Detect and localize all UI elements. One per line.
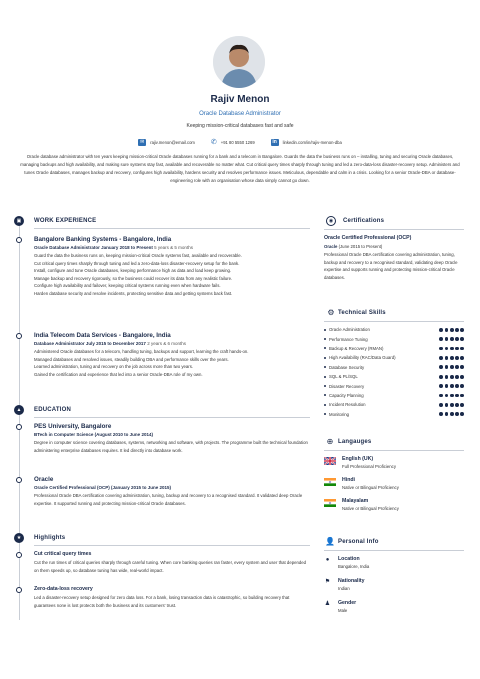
skill-rating (439, 384, 464, 388)
flag-icon: ⚑ (324, 579, 331, 585)
skill-rating (439, 365, 464, 369)
summary-paragraph: Oracle database administrator with ten years keeping mission-critical Oracle databases running for a bank and a telecom in Bangalore. Guards the data the business runs on – installing, tuning and securing Oracle databases, managing backups and high availability, and making sure systems stay fast, available and recoverable no matter what. Cut critical query times sharply through tuning and led a zero-data-loss disaster-recovery setup. Administers and tunes Oracle databases, manages backup and recovery, configures high availability, hardens security and resolves performance issues. Meticulous, dependable and calm in a crisis. Looking for a senior Oracle-DBA or database-engineering role with an organisation whose data simply cannot go down. (20, 154, 460, 184)
rating-dot (445, 356, 449, 360)
section-divider (324, 550, 464, 551)
description-line: Managed databases and resolved issues, steadily building DBA and performance skills over the years. (34, 356, 229, 362)
skill-label: Database Security (329, 364, 365, 370)
info-label: Gender (338, 600, 357, 606)
bullet-icon (324, 404, 326, 406)
experience-entry (34, 236, 310, 298)
skill-name (324, 384, 364, 389)
rating-dot (450, 375, 454, 379)
rating-dot (439, 394, 443, 398)
skill-row (324, 344, 464, 353)
rating-dot (455, 356, 459, 360)
skill-label: Monitoring (329, 411, 350, 417)
description-line: Configure high availability and failover, keeping critical systems running even when hardware fails. (34, 283, 221, 289)
language-level: Full Professional Proficiency (342, 464, 396, 469)
description-line: Gained the certification and experience that led into a senior Oracle-DBA role of my own. (34, 371, 203, 377)
education-entry (34, 476, 310, 507)
certification-text: Professional Oracle DBA certification covering administration, tuning, backup and recovery to a recognised standard, validating deep Oracle expertise and supports running and protecting mission-critical Oracle databases. (324, 252, 458, 280)
certification-issuer: Oracle (324, 244, 338, 249)
skill-name (324, 337, 368, 342)
timeline-dot (16, 237, 22, 243)
candidate-name: Rajiv Menon (210, 94, 270, 105)
phone-contact[interactable] (211, 138, 255, 146)
languages-list (324, 456, 464, 519)
bullet-icon (324, 347, 326, 349)
description-line: Cut critical query times sharply through tuning and led a zero-data-loss disaster-recovery setup for the bank. (34, 260, 240, 266)
person-icon: ♟ (324, 601, 331, 607)
skill-label: Oracle Administration (329, 327, 370, 333)
duration: 5 years & 5 months (154, 245, 193, 250)
info-label: Nationality (338, 578, 365, 584)
info-label: Location (338, 556, 360, 562)
rating-dot (455, 328, 459, 332)
rating-dot (445, 394, 449, 398)
language-level: Native or Bilingual Proficiency (342, 506, 399, 511)
skill-label: Incident Resolution (329, 402, 366, 408)
info-value: Male (338, 608, 348, 613)
duration: 2 years & 6 months (147, 341, 186, 346)
rating-dot (455, 394, 459, 398)
section-divider (324, 229, 464, 230)
role: Oracle Database Administrator (34, 245, 100, 250)
language-name: English (UK) (342, 456, 374, 462)
rating-dot (455, 347, 459, 351)
rating-dot (455, 375, 459, 379)
language-item (324, 456, 464, 469)
rating-dot (445, 365, 449, 369)
certification-issuer-line (324, 244, 464, 249)
timeline-dot (16, 587, 22, 593)
skill-row (324, 381, 464, 390)
rating-dot (439, 375, 443, 379)
skill-row (324, 391, 464, 400)
skill-name (324, 355, 396, 360)
highlight-text: Led a disaster-recovery setup designed for zero data loss. For a bank, losing transaction data is catastrophic, so building recovery that guarantees none is lost protects both the business and its customers' trust. (34, 595, 290, 608)
dates: July 2015 to December 2017 (85, 341, 146, 346)
rating-dot (460, 412, 464, 416)
experience-description (34, 252, 310, 298)
rating-dot (439, 365, 443, 369)
skill-label: SQL & PL/SQL (329, 374, 358, 380)
language-item (324, 477, 464, 490)
rating-dot (460, 403, 464, 407)
rating-dot (439, 337, 443, 341)
rating-dot (445, 412, 449, 416)
skill-label: Backup & Recovery (RMAN) (329, 345, 384, 351)
experience-entry (34, 332, 310, 378)
india-flag-icon (324, 499, 336, 507)
rating-dot (455, 384, 459, 388)
bullet-icon (324, 366, 326, 368)
rating-dot (450, 365, 454, 369)
gear-icon: ⚙ (327, 308, 335, 317)
skill-name (324, 365, 364, 370)
section-divider (324, 321, 464, 322)
certification-title: Oracle Certified Professional (OCP) (324, 235, 412, 241)
linkedin-text: linkedin.com/in/rajiv-menon-dba (282, 139, 342, 145)
description-line: Harden database security and resolve incidents, protecting sensitive data and getting systems back fast. (34, 290, 233, 296)
bullet-icon (324, 338, 326, 340)
india-flag-icon (324, 478, 336, 486)
skill-name (324, 393, 364, 398)
language-level: Native or Bilingual Proficiency (342, 485, 399, 490)
skill-rating (439, 328, 464, 332)
timeline-dot (16, 333, 22, 339)
profile-photo (213, 36, 265, 88)
job-title: Oracle Database Administrator (199, 111, 281, 117)
skill-row (324, 363, 464, 372)
personal-info-item (324, 578, 464, 591)
rating-dot (445, 375, 449, 379)
certification-entry (324, 235, 464, 281)
rating-dot (439, 356, 443, 360)
bullet-icon (324, 394, 326, 396)
rating-dot (445, 328, 449, 332)
highlight-title: Zero-data-loss recovery (34, 586, 93, 592)
info-value: Indian (338, 586, 350, 591)
tagline: Keeping mission-critical databases fast and safe (186, 123, 294, 129)
skill-label: Capacity Planning (329, 392, 364, 398)
description-line: Learned administration, tuning and recovery on the job across more than two years. (34, 364, 194, 370)
skill-row (324, 372, 464, 381)
skill-row (324, 400, 464, 409)
timeline-line (19, 222, 20, 620)
rating-dot (450, 337, 454, 341)
rating-dot (439, 347, 443, 351)
dates: January 2018 to Present (101, 245, 153, 250)
bullet-icon (324, 376, 326, 378)
skill-rating (439, 394, 464, 398)
bullet-icon (324, 329, 326, 331)
section-divider (34, 417, 310, 418)
language-name: Hindi (342, 477, 355, 483)
rating-dot (450, 412, 454, 416)
email-icon: ✉ (140, 138, 145, 145)
section-divider (324, 450, 464, 451)
skill-row (324, 410, 464, 419)
linkedin-contact[interactable] (271, 139, 342, 146)
graduation-cap-icon: ▲ (14, 405, 24, 415)
personal-info-list (324, 556, 464, 622)
education-entry (34, 423, 310, 454)
company-name: Bangalore Banking Systems - Bangalore, India (34, 236, 172, 243)
email-contact[interactable] (138, 139, 195, 146)
location-pin-icon: ● (325, 557, 330, 563)
skill-label: Disaster Recovery (329, 383, 365, 389)
languages-heading: Langauges (338, 439, 372, 445)
skill-name (324, 402, 366, 407)
skill-name (324, 327, 370, 332)
degree: BTech in Computer Science (August 2010 to June 2014) (34, 432, 153, 437)
skill-name (324, 346, 383, 351)
description-line: Administered Oracle databases for a telecom, handling tuning, backups and support, learning the craft hands-on. (34, 349, 249, 354)
user-icon: 👤 (325, 537, 335, 546)
bullet-icon (324, 357, 326, 359)
section-divider (34, 228, 310, 229)
role: Database Administrator (34, 341, 85, 346)
rating-dot (445, 337, 449, 341)
language-name: Malayalam (342, 498, 369, 504)
info-value: Bangalore, India (338, 564, 370, 569)
rating-dot (445, 403, 449, 407)
timeline-dot (16, 477, 22, 483)
uk-flag-icon (324, 457, 336, 465)
rating-dot (450, 403, 454, 407)
description-line: Manage backup and recovery rigorously, so the business could recover its data from any realistic failure. (34, 275, 233, 281)
school-name: Oracle (34, 476, 54, 483)
timeline-dot (16, 552, 22, 558)
rating-dot (460, 384, 464, 388)
rating-dot (455, 365, 459, 369)
bullet-icon (324, 413, 326, 415)
skill-rating (439, 375, 464, 379)
star-icon: ★ (14, 533, 24, 543)
rating-dot (460, 356, 464, 360)
rating-dot (450, 347, 454, 351)
skill-row (324, 334, 464, 343)
personal-info-item (324, 600, 464, 613)
skill-label: High Availability (RAC/Data Guard) (329, 355, 396, 361)
rating-dot (439, 412, 443, 416)
contact-bar (0, 138, 480, 146)
technical-skills-heading: Technical Skills (338, 310, 386, 316)
phone-icon: ✆ (210, 139, 217, 146)
email-text: rajiv.menon@email.com (150, 139, 195, 145)
rating-dot (445, 384, 449, 388)
skills-list (324, 325, 464, 419)
rating-dot (460, 365, 464, 369)
linkedin-icon: in (272, 138, 277, 145)
phone-text: +91 80 5550 1269 (220, 139, 255, 145)
skill-rating (439, 337, 464, 341)
rating-dot (439, 384, 443, 388)
highlights-heading: Highlights (34, 535, 66, 541)
globe-icon: ⊕ (326, 437, 334, 446)
rating-dot (460, 328, 464, 332)
skill-rating (439, 412, 464, 416)
rating-dot (450, 356, 454, 360)
rating-dot (460, 347, 464, 351)
education-description: Professional Oracle DBA certification covering administration, tuning, backup and recovery to a recognised standard. It validated deep Oracle expertise. It supported running and protecting mission-critical Oracle databases. (34, 493, 303, 506)
role-line (34, 245, 310, 250)
rating-dot (439, 328, 443, 332)
skill-name (324, 374, 358, 379)
skill-rating (439, 347, 464, 351)
briefcase-icon: ▣ (14, 216, 24, 226)
skill-row (324, 325, 464, 334)
highlight-entry (34, 551, 310, 574)
certification-dates: (June 2015 to Present) (338, 244, 383, 249)
rating-dot (455, 403, 459, 407)
role-line (34, 341, 310, 346)
rating-dot (460, 337, 464, 341)
rating-dot (455, 412, 459, 416)
education-description: Degree in computer science covering databases, systems, networking and software, with projects. The programme built the technical foundation administering enterprise databases requires. It led directly into database work. (34, 440, 308, 453)
rating-dot (450, 384, 454, 388)
experience-description (34, 348, 310, 378)
rating-dot (455, 337, 459, 341)
language-item (324, 498, 464, 511)
description-line: Guard the data the business runs on, keeping mission-critical Oracle systems fast, available and recoverable. (34, 253, 242, 258)
education-heading: EDUCATION (34, 407, 72, 413)
skill-rating (439, 356, 464, 360)
highlight-text: Cut the run times of critical queries sharply through careful tuning. When core banking queries ran faster, every system and user that depended on them speeds up, so database tuning has wide, real-world impact. (34, 560, 307, 573)
highlight-entry (34, 586, 310, 609)
skill-label: Performance Tuning (329, 336, 368, 342)
rating-dot (450, 394, 454, 398)
skill-name (324, 412, 349, 417)
description-line: Install, configure and tune Oracle databases, keeping performance high as data and load keep growing. (34, 268, 232, 274)
certifications-heading: Certifications (343, 218, 385, 224)
school-name: PES University, Bangalore (34, 423, 112, 430)
rating-dot (460, 394, 464, 398)
skill-row (324, 353, 464, 362)
rating-dot (439, 403, 443, 407)
rating-dot (460, 375, 464, 379)
personal-info-heading: Personal Info (338, 539, 379, 545)
company-name: India Telecom Data Services - Bangalore, India (34, 332, 171, 339)
section-divider (34, 545, 310, 546)
timeline-dot (16, 424, 22, 430)
rating-dot (445, 347, 449, 351)
personal-info-item (324, 556, 464, 569)
rating-dot (450, 328, 454, 332)
bullet-icon (324, 385, 326, 387)
certificate-icon: ◉ (326, 216, 336, 226)
highlight-title: Cut critical query times (34, 551, 92, 557)
work-experience-heading: WORK EXPERIENCE (34, 218, 97, 224)
degree: Oracle Certified Professional (OCP) (January 2015 to June 2015) (34, 485, 172, 490)
skill-rating (439, 403, 464, 407)
